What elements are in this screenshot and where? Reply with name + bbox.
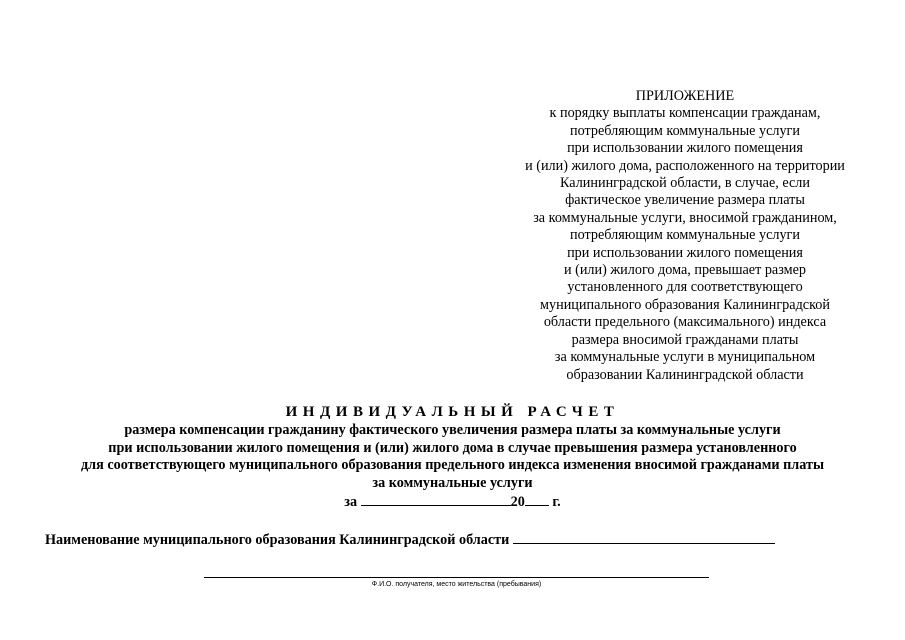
period-prefix: за xyxy=(344,494,358,510)
recipient-blank-field[interactable] xyxy=(204,577,709,578)
appendix-line: за коммунальные услуги, вносимой гражданином, xyxy=(533,209,837,226)
appendix-line: и (или) жилого дома, превышает размер xyxy=(563,262,807,279)
appendix-line: Калининградской области, в случае, если xyxy=(560,175,810,192)
period-blank-field[interactable] xyxy=(361,493,511,506)
period-year: 20 xyxy=(510,494,525,510)
calculation-subtitle-line: при использовании жилого помещения и (или) жилого дома в случае превышения размера установленного xyxy=(108,439,797,456)
appendix-line: образовании Калининградской области xyxy=(566,366,804,383)
period-line xyxy=(20,493,885,511)
appendix-line: за коммунальные услуги в муниципальном xyxy=(554,349,816,366)
calculation-subtitle-line: размера компенсации гражданину фактического увеличения размера платы за коммунальные услуги xyxy=(124,422,781,438)
calculation-block xyxy=(20,402,885,511)
recipient-caption: Ф.И.О. получателя, место жительства (пребывания) xyxy=(371,581,542,588)
appendix-line: потребляющим коммунальные услуги xyxy=(570,122,800,139)
appendix-line: муниципального образования Калининградской xyxy=(540,296,830,313)
municipality-label: Наименование муниципального образования Калининградской области xyxy=(45,532,510,548)
appendix-line: размера вносимой гражданами платы xyxy=(571,331,799,348)
appendix-block xyxy=(500,88,870,384)
appendix-line: к порядку выплаты компенсации гражданам, xyxy=(549,105,821,122)
period-suffix: г. xyxy=(552,494,561,510)
appendix-line: фактическое увеличение размера платы xyxy=(565,192,805,209)
municipality-row xyxy=(45,531,775,549)
appendix-title: ПРИЛОЖЕНИЕ xyxy=(635,88,735,104)
appendix-line: при использовании жилого помещения xyxy=(567,244,803,261)
calculation-heading: ИНДИВИДУАЛЬНЫЙ РАСЧЕТ xyxy=(285,404,620,420)
period-year-blank-field[interactable] xyxy=(525,493,549,506)
appendix-line: и (или) жилого дома, расположенного на территории xyxy=(525,157,845,174)
appendix-line: установленного для соответствующего xyxy=(567,279,803,296)
municipality-blank-field[interactable] xyxy=(513,531,775,544)
calculation-subtitle-line: за коммунальные услуги xyxy=(372,474,533,491)
appendix-line: потребляющим коммунальные услуги xyxy=(570,227,800,244)
calculation-subtitle-line: для соответствующего муниципального образования предельного индекса изменения вносимой гражданами платы xyxy=(80,457,825,473)
appendix-line: при использовании жилого помещения xyxy=(567,140,803,157)
appendix-line: области предельного (максимального) индекса xyxy=(543,314,827,331)
